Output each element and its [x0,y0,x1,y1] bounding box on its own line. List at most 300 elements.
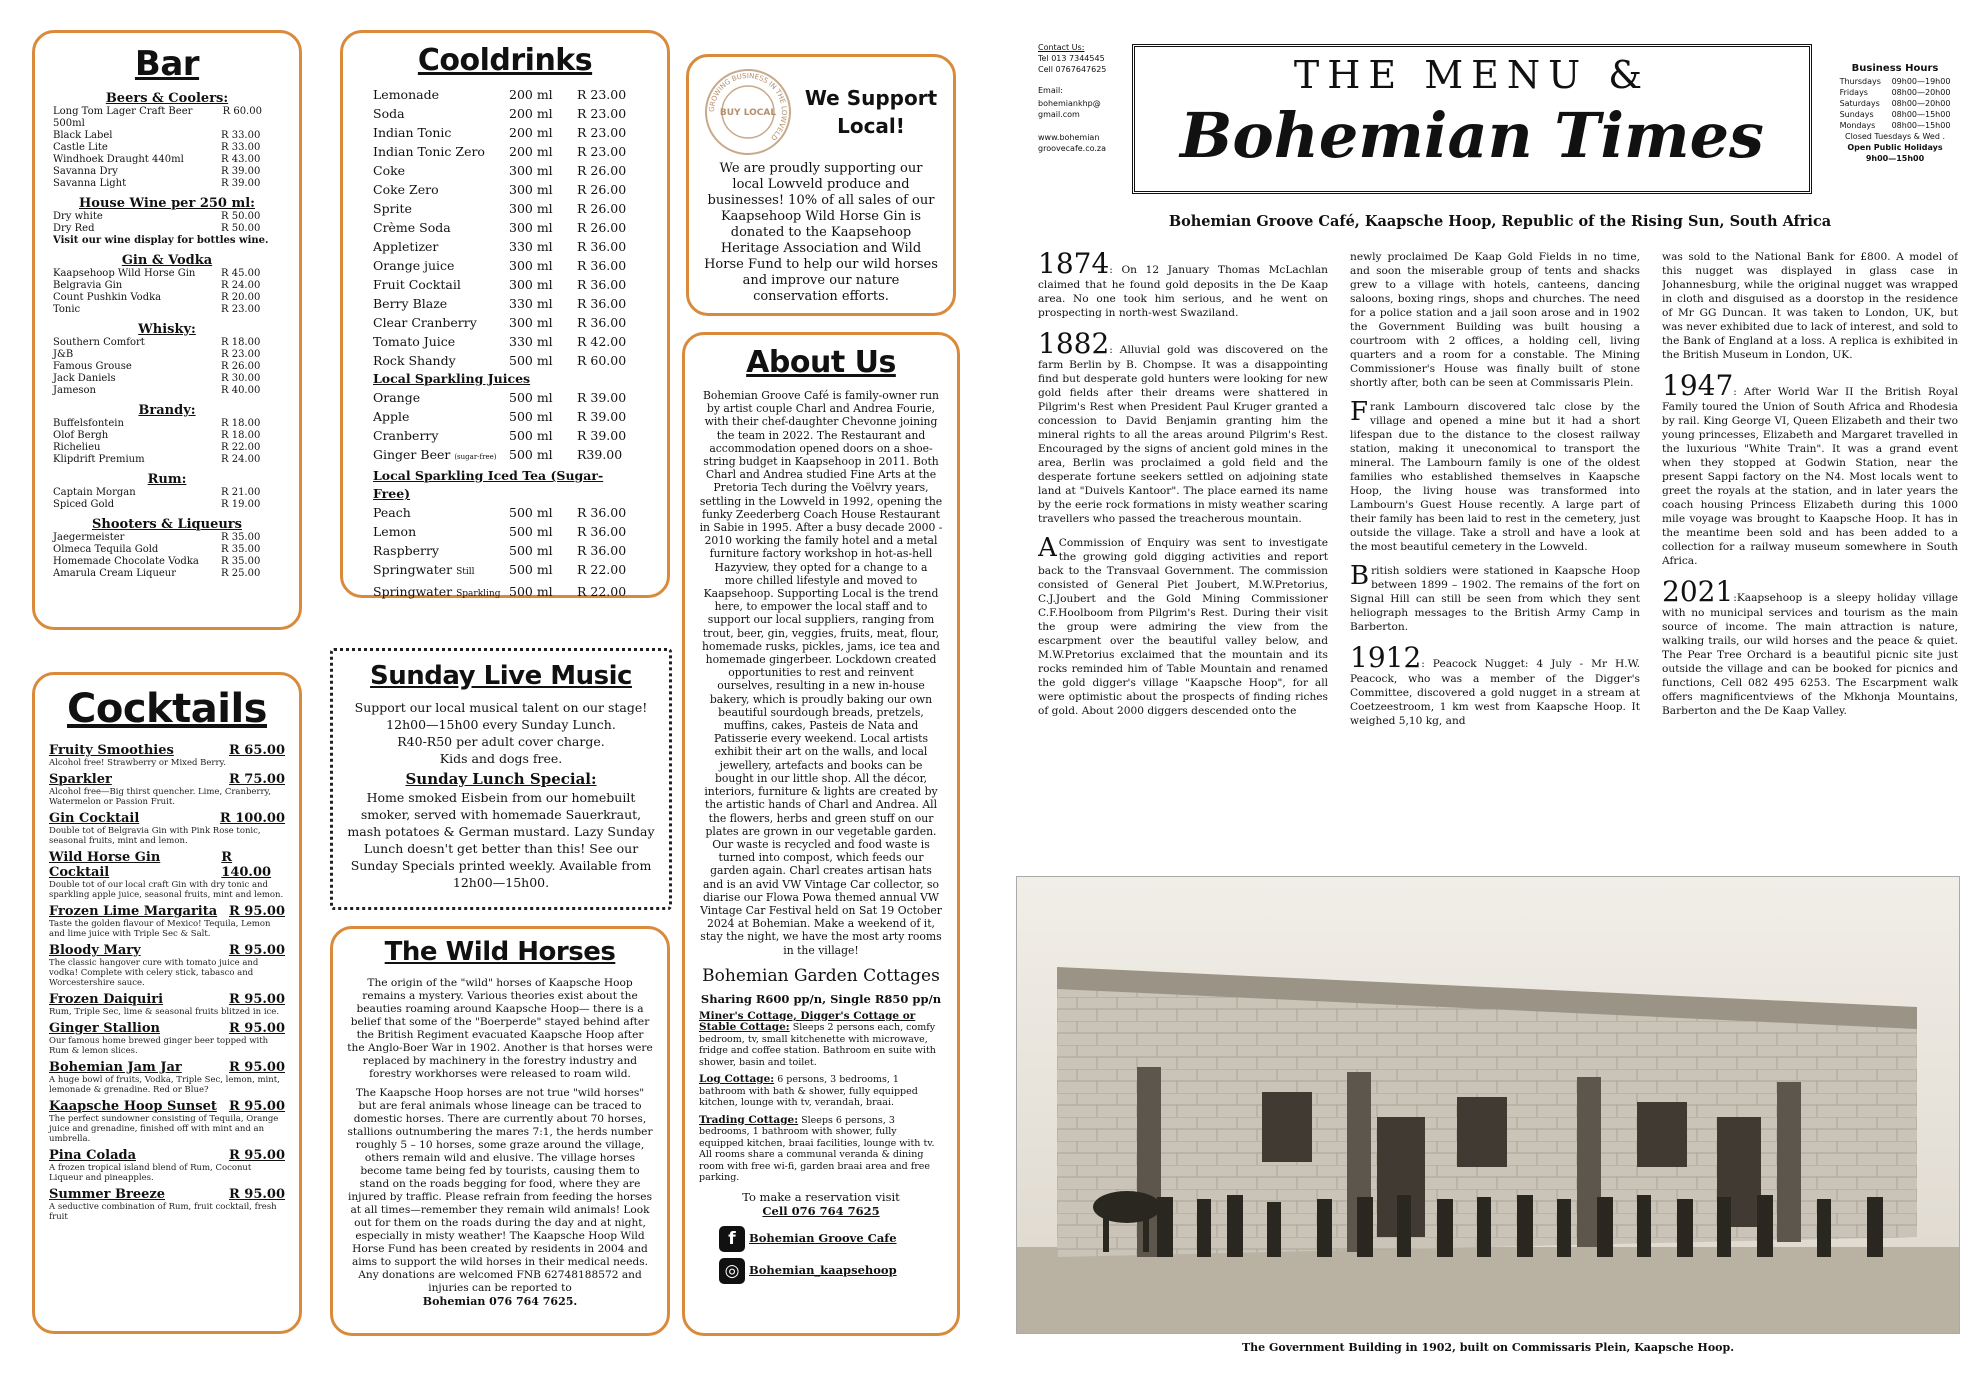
bar-section-brandy: Brandy: [138,403,196,418]
cocktail-item [49,1021,285,1056]
hours-day: Saturdays [1839,99,1880,108]
hours-day: Thursdays [1839,77,1881,86]
cocktail-name: Fruity Smoothies [49,743,174,758]
bar-section-gin: Gin & Vodka [121,253,213,268]
support-title-2: Local! [837,114,905,138]
bar-item-name: Jack Daniels [53,373,116,384]
hours-row [1830,87,1960,98]
drink-volume: 300 ml [509,258,553,273]
cocktail-price: R 65.00 [228,743,285,758]
cocktail-name: Ginger Stallion [49,1021,160,1036]
cocktail-name: Sparkler [49,772,112,787]
bar-item-price: R 50.00 [221,223,261,234]
news-year: 1874 [1038,250,1110,280]
cocktail-item [49,992,285,1017]
drink-name [373,445,509,467]
news-paragraph [1662,250,1958,362]
drink-price: R 23.00 [577,144,627,159]
cottage-2-title: Log Cottage: [699,1073,775,1086]
cocktail-price: R 95.00 [228,992,285,1007]
drink-price: R 26.00 [577,163,627,178]
drink-name-text: Cranberry [373,428,439,443]
drink-item [373,560,637,582]
wild-horses-p1: The origin of the "wild" horses of Kaapsche Hoop remains a mystery. Various theories exist about the beauties roaming around Kaapsche Hoop— there is a belief that some of the "Boerperde" stayed behind after the British Regiment evacuated Kaapsche Hoop after the Anglo-Boer War in 1902. Another is that horses were replaced by machinery in the forestry industry and forestry workhorses were released to roam wild. [347,977,653,1080]
drink-name-text: Tomato Juice [373,334,456,349]
bar-item [53,532,281,544]
bar-item-name: Famous Grouse [53,361,132,372]
hours-time: 08h00—20h00 [1891,99,1951,108]
drink-name-text: Lemonade [373,87,439,102]
reservation-text: To make a reservation visit [742,1189,900,1204]
bar-item [53,142,281,154]
bar-item [53,454,281,466]
cocktail-header [49,1148,285,1163]
bar-item-name: Black Label [53,130,113,141]
drink-price: R 39.00 [577,409,627,424]
sunday-special-text: Home smoked Eisbein from our homebuilt smoker, served with homemade Sauerkraut, mash potatoes & German mustard. Lazy Sunday Lunch doesn't get better than this! See our Sunday Specials printed weekly. Available from 12h00—15h00. [347,790,655,890]
cocktail-description: Double tot of our local craft Gin with dry tonic and sparkling apple juice, seasonal fruits, mint and lemon. [49,880,284,900]
cocktails-title: Cocktails [67,686,267,732]
cocktail-price: R 95.00 [228,1060,285,1075]
drink-name [373,560,509,582]
cocktail-description: A frozen tropical island blend of Rum, Coconut Liqueur and pineapples. [49,1163,252,1183]
drink-volume: 330 ml [509,239,553,254]
bar-item-name: Windhoek Draught 440ml [53,154,184,165]
drink-volume: 500 ml [509,428,553,443]
cocktail-description: Double tot of Belgravia Gin with Pink Rose tonic, seasonal fruits, mint and lemon. [49,826,261,846]
bar-item-price: R 21.00 [221,487,261,498]
drink-name [373,237,509,256]
drink-item [373,123,637,142]
drink-volume: 330 ml [509,334,553,349]
cocktail-description: The classic hangover cure with tomato juice and vodka! Complete with celery stick, tabasco and Worcestershire sauce. [49,958,259,988]
cocktail-header [49,1187,285,1202]
drink-volume: 500 ml [509,409,553,424]
cocktail-item [49,772,285,807]
drink-price: R 23.00 [577,125,627,140]
drink-name [373,351,509,370]
bar-item-price: R 40.00 [221,385,261,396]
news-paragraph [1350,250,1640,390]
cocktail-item [49,1099,285,1144]
drink-price: R 36.00 [577,543,627,558]
drink-name [373,161,509,180]
bar-item-name: Olmeca Tequila Gold [53,544,159,555]
drink-volume: 300 ml [509,315,553,330]
cocktail-name: Frozen Lime Margarita [49,904,218,919]
sunday-lines [347,699,655,767]
drink-price: R 39.00 [577,390,627,405]
news-drop-cap: B [1350,561,1370,591]
masthead-line-2: Bohemian Times [1180,99,1764,172]
cocktail-price: R 95.00 [228,1099,285,1114]
drink-item [373,104,637,123]
facebook-link[interactable]: Bohemian Groove Cafe [749,1230,897,1245]
bar-section-shooters: Shooters & Liqueurs [92,517,242,532]
bar-item-name: Spiced Gold [53,499,115,510]
cocktail-price: R 95.00 [228,1187,285,1202]
drink-item [373,275,637,294]
cocktail-header [49,904,285,919]
hours-rows [1830,76,1960,131]
bar-item-price: R 33.00 [221,142,261,153]
news-text: was sold to the National Bank for £800. A model of this nugget was displayed in glass case in Johannesburg, while the original nugget was wrapped in cloth and disguised as a doorstop in the residence of Mr GG Duncan. It was taken to London, UK, but was never exhibited due to lack of interest, and sold to the Bank of England at a loss. A replica is exhibited in the British Museum in London, UK. [1662,251,1958,361]
bar-item [53,385,281,397]
cocktail-price: R 95.00 [228,1148,285,1163]
bar-item [53,268,281,280]
bar-item [53,130,281,142]
news-year: 2021 [1662,575,1734,608]
drink-volume: 500 ml [509,390,553,405]
drink-price: R 36.00 [577,524,627,539]
news-text: : On 12 January Thomas McLachlan claimed that he found gold deposits in the De Kaap area. No one took him serious, and he went on prospecting in north-west Swaziland. [1038,264,1328,319]
drink-price: R 36.00 [577,239,627,254]
drink-name-text: Coke Zero [373,182,439,197]
drink-price: R 36.00 [577,277,627,292]
news-year: 1882 [1038,327,1110,360]
wine-note: Visit our wine display for bottles wine. [53,235,269,246]
drink-subtype: Sparkling [456,589,501,599]
wild-horses-contact: Bohemian 076 764 7625. [422,1295,578,1308]
drink-item [373,541,637,560]
bar-item [53,430,281,442]
drink-volume: 300 ml [509,201,553,216]
cocktail-item [49,811,285,846]
bar-item [53,304,281,316]
masthead [1132,44,1812,194]
cocktail-item [49,1060,285,1095]
hours-row [1830,76,1960,87]
cocktail-description: Alcohol free—Big thirst quencher. Lime, Cranberry, Watermelon or Passion Fruit. [49,787,271,807]
bar-item [53,166,281,178]
bar-item-price: R 45.00 [221,268,261,279]
bar-item-name: Long Tom Lager Craft Beer 500ml [53,106,193,129]
bar-title: Bar [134,44,200,84]
hours-day: Fridays [1839,88,1868,97]
drink-item [373,313,637,332]
news-paragraph [1038,327,1328,526]
cocktail-description: A huge bowl of fruits, Vodka, Triple Sec, lemon, mint, lemonade & grenadine. Red or Blue? [49,1075,280,1095]
iced-tea-heading: Local Sparkling Iced Tea (Sugar-Free) [373,468,604,501]
hours-time: 08h00—15h00 [1891,110,1951,119]
drink-name-text: Indian Tonic [373,125,452,140]
bar-item-name: Dry Red [53,223,95,234]
cottages-title: Bohemian Garden Cottages [702,965,940,986]
bar-item-price: R 20.00 [221,292,261,303]
bar-item [53,211,281,223]
bar-item-name: Savanna Light [53,178,127,189]
masthead-line-1: THE MENU & [1293,53,1651,97]
contact-web-1: www.bohemian [1038,133,1100,142]
cocktail-name: Wild Horse Gin Cocktail [49,850,161,880]
cocktail-name: Bloody Mary [49,943,141,958]
drink-name [373,275,509,294]
cocktail-name: Bohemian Jam Jar [49,1060,182,1075]
instagram-link[interactable]: Bohemian_kaapsehoop [749,1262,897,1277]
drink-price: R 23.00 [577,106,627,121]
drink-price: R 60.00 [577,353,627,368]
drink-name-text: Crème Soda [373,220,451,235]
bar-item-price: R 25.00 [221,568,261,579]
bar-item-price: R 26.00 [221,361,261,372]
drink-name [373,199,509,218]
bar-item-price: R 23.00 [221,349,261,360]
drink-price: R 26.00 [577,220,627,235]
drink-name-text: Sprite [373,201,412,216]
drink-volume: 300 ml [509,277,553,292]
drink-name [373,388,509,407]
cocktail-description: A seductive combination of Rum, fruit cocktail, fresh fruit [49,1202,277,1222]
news-paragraph [1038,533,1328,718]
cocktail-description: Taste the golden flavour of Mexico! Tequila, Lemon and lime juice with Triple Sec & Salt. [49,919,271,939]
sunday-title: Sunday Live Music [370,661,632,691]
bar-item [53,361,281,373]
drink-name [373,180,509,199]
news-paragraph [1350,641,1640,728]
drink-price: R 26.00 [577,201,627,216]
drink-item [373,218,637,237]
wild-horses-panel [330,926,670,1336]
drink-price: R 36.00 [577,296,627,311]
bar-item-price: R 60.00 [222,106,262,117]
about-panel [682,332,960,1336]
hours-row [1830,109,1960,120]
drink-item [373,407,637,426]
bar-item [53,418,281,430]
bar-item-name: Buffelsfontein [53,418,124,429]
bar-item [53,292,281,304]
bar-item-price: R 35.00 [221,556,261,567]
bar-item-price: R 35.00 [221,532,261,543]
bar-item [53,544,281,556]
cocktail-price: R 100.00 [219,811,285,826]
cocktail-header [49,1060,285,1075]
bar-item-price: R 39.00 [221,178,261,189]
bar-section-wine: House Wine per 250 ml: [79,196,255,211]
drink-name [373,313,509,332]
drink-price: R 23.00 [577,87,627,102]
hours-day: Sundays [1839,110,1874,119]
drink-name-text: Orange juice [373,258,455,273]
contact-email-2: gmail.com [1038,110,1080,119]
drink-item [373,237,637,256]
drink-volume: 300 ml [509,182,553,197]
drink-item [373,582,637,604]
drink-volume: 200 ml [509,87,553,102]
drink-item [373,351,637,370]
drink-item [373,332,637,351]
bar-item [53,442,281,454]
drink-name-text: Ginger Beer [373,447,451,462]
bar-item [53,556,281,568]
drink-name-text: Orange [373,390,421,405]
drink-price: R 36.00 [577,315,627,330]
news-text: : After World War II the British Royal Family toured the Union of South Africa and Rhodesia by rail. King George VI, Queen Elizabeth and their two young princesses, Elizabeth and Margaret travelled in the luxurious "White Train". It was a grand event when they stopped at Godwin Station, near the present Sappi factory on the N4. Most locals went to greet the royals at the station, and in later years the coach housing Princess Elizabeth during this 1000 mile voyage was brought to Kaapsche Hoop. It has in the meantime been sold and has been added to a collection for a railway museum somewhere in South Africa. [1662,386,1958,567]
cocktail-name: Kaapsche Hoop Sunset [49,1099,217,1114]
drink-volume: 500 ml [509,447,553,462]
cocktail-item [49,1187,285,1222]
cocktails-panel [32,672,302,1334]
bar-item [53,349,281,361]
drink-name-text: Springwater [373,584,453,599]
drink-name-text: Appletizer [373,239,439,254]
bar-item-name: Dry white [53,211,103,222]
badge-center-text: BUY LOCAL [719,108,777,118]
contact-email-1: bohemiankhp@ [1038,99,1101,108]
drink-volume: 500 ml [509,524,553,539]
about-title: About Us [746,345,896,380]
cocktail-price: R 75.00 [228,772,285,787]
drink-name-text: Raspberry [373,543,439,558]
bar-item-name: Amarula Cream Liqueur [53,568,177,579]
government-building-photo [1017,877,1960,1334]
drink-item [373,199,637,218]
bar-item-price: R 22.00 [221,442,261,453]
cooldrinks-list [373,85,637,370]
bar-item-price: R 43.00 [221,154,261,165]
drink-item [373,85,637,104]
support-title-1: We Support [804,86,938,110]
drink-name [373,503,509,522]
bar-panel [32,30,302,630]
news-year: 1947 [1662,369,1734,402]
bar-section-beers: Beers & Coolers: [105,91,229,106]
drink-item [373,294,637,313]
bar-section-whisky: Whisky: [138,322,196,337]
cocktail-description: Alcohol free! Strawberry or Mixed Berry. [49,758,226,768]
drink-price: R 22.00 [577,584,627,599]
drink-name-text: Indian Tonic Zero [373,144,485,159]
drink-item [373,180,637,199]
drink-name-text: Soda [373,106,405,121]
contact-web-2: groovecafe.co.za [1038,144,1107,153]
springwater-list [373,560,637,604]
cocktail-header [49,992,285,1007]
drink-name [373,142,509,161]
contact-tel: Tel 013 7344545 [1038,54,1105,63]
drink-name [373,123,509,142]
hours-title: Business Hours [1851,63,1939,74]
sparkling-juices-heading: Local Sparkling Juices [373,371,531,386]
news-text: newly proclaimed De Kaap Gold Fields in no time, and soon the miserable group of tents and shacks grew to a village with hotels, canteens, dancing saloons, boxing rings, shops and churches. The need for a police station and a jail soon arose and in 1902 the Government Building was built housing a courtroom with 2 offices, a holding cell, living quarters and a room for a constable. The Mining Commissioner's House was finally built of stone shortly after, both can be seen at Commissaris Plein. [1350,251,1640,389]
instagram-icon[interactable]: ◎ [719,1258,745,1284]
bar-item [53,178,281,190]
drink-volume: 330 ml [509,296,553,311]
cocktail-item [49,943,285,988]
bar-item-price: R 39.00 [221,166,261,177]
drink-name [373,256,509,275]
drink-name [373,218,509,237]
cocktail-header [49,811,285,826]
cocktail-description: The perfect sundowner consisting of Tequila, Orange juice and grenadine, finished off with mint and an umbrella. [49,1114,279,1144]
bar-item [53,280,281,292]
photo-caption: The Government Building in 1902, built on Commissaris Plein, Kaapsche Hoop. [1241,1341,1735,1354]
drink-price: R 26.00 [577,182,627,197]
news-text: Commission of Enquiry was sent to investigate the growing gold digging activities and report back to the Transvaal Government. The commission consisted of General Piet Joubert, M.W.Pretorius, C.J.Joubert and the Gold Mining Commissioner C.F.Hoolboom from Pilgrim's Rest. During their visit the group were admiring the view from the escarpment over the beautiful valley below, and M.W.Pretorius exclaimed that the mountain and its rocks reminded him of Table Mountain and renamed the gold digger's village "Kaapsche Hoop", for all were optimistic about the prospects of finding riches of gold. About 2000 diggers descended onto the [1038,537,1328,717]
facebook-icon[interactable]: f [719,1226,745,1252]
drink-name-text: Rock Shandy [373,353,456,368]
cocktail-header [49,850,285,880]
bar-item [53,373,281,385]
bar-item-price: R 33.00 [221,130,261,141]
drink-name [373,407,509,426]
cocktail-header [49,1099,285,1114]
cottage-1-text: Sleeps 2 persons each, comfy bedroom, tv, small kitchenette with microwave, fridge and coffee station. Bathroom en suite with shower, basin and toilet. [699,1022,936,1068]
sugar-free-note: (sugar-free) [454,453,497,461]
cocktail-item [49,1148,285,1183]
cocktail-item [49,904,285,939]
drink-name-text: Lemon [373,524,417,539]
cocktail-item [49,743,285,768]
drink-name-text: Peach [373,505,411,520]
cooldrinks-panel [340,30,670,598]
news-paragraph [1662,369,1958,568]
bar-item-name: Savanna Dry [53,166,118,177]
bar-item-price: R 18.00 [221,418,261,429]
drink-volume: 500 ml [509,584,553,599]
drink-volume: 200 ml [509,106,553,121]
sunday-music-panel [330,648,672,910]
bar-item [53,106,281,130]
bar-item [53,154,281,166]
bar-item [53,568,281,580]
bar-item-name: Southern Comfort [53,337,145,348]
drink-price: R 36.00 [577,258,627,273]
support-local-panel [686,54,956,316]
news-text: ritish soldiers were stationed in Kaapsche Hoop between 1899 – 1902. The remains of the fort on Signal Hill can still be seen from which they sent heliograph messages to the British Army Camp in Barberton. [1350,565,1640,633]
drink-price: R 36.00 [577,505,627,520]
bar-item-name: Tonic [53,304,81,315]
sunday-line: 12h00—15h00 every Sunday Lunch. [386,717,616,732]
historic-photo [1016,876,1960,1334]
news-drop-cap: A [1038,533,1057,563]
bar-item-name: Homemade Chocolate Vodka [53,556,199,567]
buy-local-badge [703,67,793,157]
drink-name [373,104,509,123]
cocktail-price: R 95.00 [228,943,285,958]
hours-row [1830,120,1960,131]
contact-email-label: Email: [1038,86,1063,95]
bar-item-price: R 19.00 [221,499,261,510]
bar-item-price: R 35.00 [221,544,261,555]
sparkling-juices-list [373,388,637,467]
cocktail-description: Rum, Triple Sec, lime & seasonal fruits blitzed in ice. [49,1007,280,1017]
cocktail-name: Pina Colada [49,1148,137,1163]
sunday-special-title: Sunday Lunch Special: [405,770,597,788]
cottage-3-title: Trading Cottage: [699,1113,799,1126]
contact-cell: Cell 0767647625 [1038,65,1107,74]
drink-price: R 39.00 [577,428,627,443]
cocktail-list [49,743,285,1222]
news-text: : Peacock Nugget: 4 July - Mr H.W. Peacock, who was a member of the Digger's Committee, discovered a gold nugget in a stream at Coetzeestroom, 1 km west from Kaapsche Hoop. It weighed 5,10 kg, and [1350,658,1640,727]
news-text: rank Lambourn discovered talc close by the village and opened a mine but it had a short lifespan due to the distance to the closest railway station, making it uneconomical to transport the mineral. The Lambourn family is one of the oldest families who established themselves in Kaapsche Hoop, the living house was transformed into Lambourn's Guest House recently. A large part of their family has been laid to rest in the cemetery, just outside the village. Take a stroll and have a look at the most beautiful cemetery in the Lowveld. [1350,401,1640,553]
bar-item-price: R 24.00 [221,454,261,465]
bar-item-name: J&B [53,349,74,360]
drink-item [373,503,637,522]
drink-volume: 500 ml [509,353,553,368]
drink-name-text: Clear Cranberry [373,315,477,330]
drink-name [373,582,509,604]
bar-item-name: Captain Morgan [53,487,136,498]
cocktail-header [49,1021,285,1036]
news-drop-cap: F [1350,397,1369,427]
contact-block [1038,42,1128,154]
bar-item-name: Jaegermeister [53,532,125,543]
cocktail-item [49,850,285,900]
drink-name-text: Springwater [373,562,453,577]
cocktail-name: Summer Breeze [49,1187,166,1202]
news-text: : Alluvial gold was discovered on the farm Berlin by B. Chompse. It was a disappointing find but desperate gold hunters were looking for new gold fields after their dreams were shattered in Pilgrim's Rest when President Paul Kruger granted a concession to David Benjamin granting him the mineral rights to all the areas around Pilgrim's Rest. Encouraged by the signs of ancient gold mines in the area, Berlin was proclaimed a gold field and the desperate fortune seekers settled on adjoining state land at "Duivels Kantoor". The place earned its name by the eerie rock formations in misty weather scaring travellers who passed the treacherous mountain. [1038,344,1328,525]
